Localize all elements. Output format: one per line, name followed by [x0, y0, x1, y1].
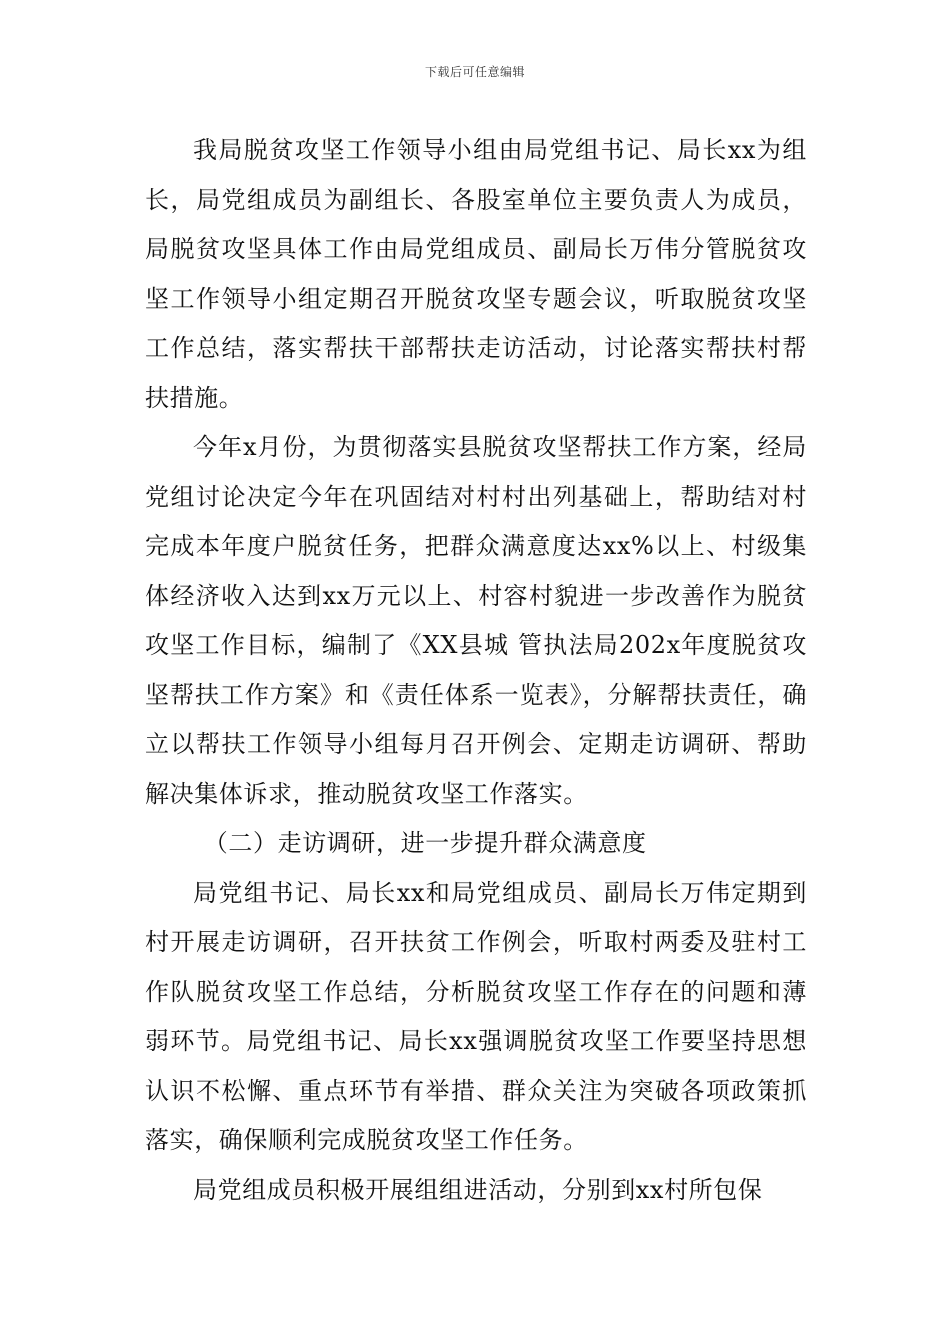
paragraph-work-plan: 今年x月份，为贯彻落实县脱贫攻坚帮扶工作方案，经局党组讨论决定今年在巩固结对村村出列基础上，帮助结对村完成本年度户脱贫任务，把群众满意度达xx%以上、村级集体经济收入达到xx万元以上、村容村貌进一步改善作为脱贫攻坚工作目标，编制了《XX县城 管执法局202x年度脱贫攻坚帮扶工作方案》和《责任体系一览表》，分解帮扶责任，确立以帮扶工作领导小组每月召开例会、定期走访调研、帮助解决集体诉求，推动脱贫攻坚工作落实。	[145, 433, 807, 808]
section-heading-visits: （二）走访调研，进一步提升群众满意度	[203, 829, 647, 857]
document-body	[145, 126, 807, 1215]
paragraph-visits-research: 局党组书记、局长xx和局党组成员、副局长万伟定期到村开展走访调研，召开扶贫工作例会，听取村两委及驻村工作队脱贫攻坚工作总结，分析脱贫攻坚工作存在的问题和薄弱环节。局党组书记、局长xx强调脱贫攻坚工作要坚持思想认识不松懈、重点环节有举措、群众关注为突破各项政策抓落实，确保顺利完成脱贫攻坚工作任务。	[145, 878, 807, 1154]
page-header-note: 下载后可任意编辑	[424, 65, 525, 79]
paragraph-leadership-group: 我局脱贫攻坚工作领导小组由局党组书记、局长xx为组长，局党组成员为副组长、各股室单位主要负责人为成员，局脱贫攻坚具体工作由局党组成员、副局长万伟分管脱贫攻坚工作领导小组定期召开脱贫攻坚专题会议，听取脱贫攻坚工作总结，落实帮扶干部帮扶走访活动，讨论落实帮扶村帮扶措施。	[145, 136, 807, 412]
paragraph-group-activities: 局党组成员积极开展组组进活动，分别到xx村所包保	[193, 1175, 763, 1204]
